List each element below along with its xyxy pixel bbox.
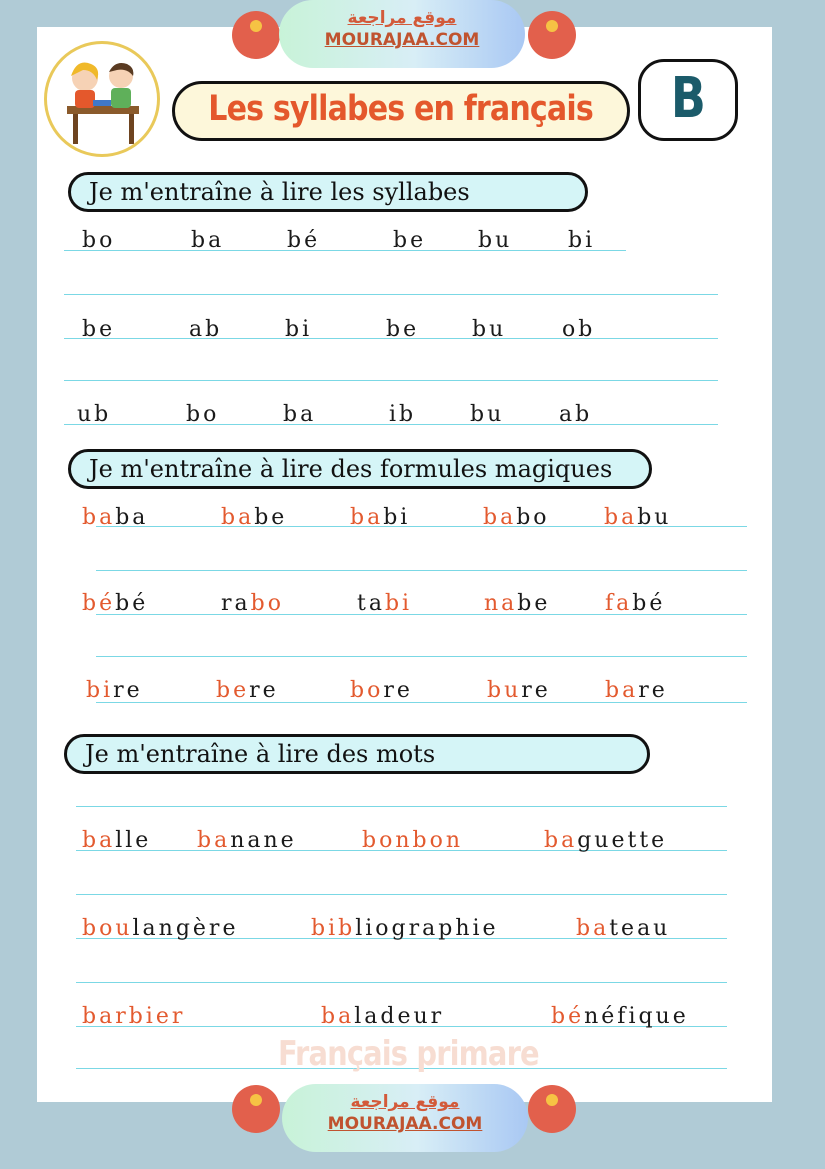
kids-reading-illustration <box>44 41 160 157</box>
syllable: bo <box>82 228 116 253</box>
formula-word: babi <box>350 505 411 530</box>
ruled-line <box>64 380 718 381</box>
ruled-line <box>76 806 727 807</box>
syllable: bu <box>478 228 513 253</box>
ruled-line <box>76 982 727 983</box>
mourajaa-logo-icon <box>232 1085 280 1133</box>
word: boulangère <box>82 916 239 941</box>
formula-word: bore <box>350 678 413 703</box>
mourajaa-logo-icon <box>528 11 576 59</box>
section-header-syllables <box>68 172 588 212</box>
ruled-line <box>96 656 747 657</box>
formula-word: baba <box>82 505 149 530</box>
mourajaa-logo-icon <box>232 11 280 59</box>
formula-word: fabé <box>605 591 666 616</box>
formula-word: bébé <box>82 591 149 616</box>
word: baguette <box>544 828 668 853</box>
formula-word: babe <box>221 505 288 530</box>
word: baladeur <box>321 1004 445 1029</box>
syllable: bi <box>285 317 313 342</box>
syllable: be <box>393 228 427 253</box>
syllable: bé <box>287 228 321 253</box>
syllable: ab <box>189 317 223 342</box>
word: bateau <box>576 916 671 941</box>
syllable: ob <box>562 317 596 342</box>
formula-word: babo <box>483 505 550 530</box>
watermark-arabic: موقع مراجعة <box>347 8 457 28</box>
word: balle <box>82 828 152 853</box>
word: banane <box>197 828 297 853</box>
syllable: ib <box>389 402 417 427</box>
page-title: Les syllabes en français <box>208 89 594 129</box>
word: barbier <box>82 1004 186 1029</box>
section-title: Je m'entraîne à lire des mots <box>85 740 436 768</box>
formula-word: bare <box>605 678 668 703</box>
watermark-badge <box>279 0 525 68</box>
watermark-arabic: موقع مراجعة <box>350 1092 460 1112</box>
word: bibliographie <box>311 916 499 941</box>
formula-word: rabo <box>221 591 284 616</box>
ruled-line <box>64 294 718 295</box>
word: bénéfique <box>551 1004 689 1029</box>
formula-word: tabi <box>357 591 413 616</box>
syllable: ab <box>559 402 593 427</box>
level-badge <box>638 59 738 141</box>
syllable: bu <box>472 317 507 342</box>
word: bonbon <box>362 828 463 853</box>
ruled-line <box>96 570 747 571</box>
formula-word: nabe <box>484 591 551 616</box>
watermark-site: MOURAJAA.COM <box>324 30 480 50</box>
syllable: bo <box>186 402 220 427</box>
watermark-badge <box>282 1084 528 1152</box>
syllable: be <box>82 317 116 342</box>
mourajaa-logo-icon <box>528 1085 576 1133</box>
watermark-site: MOURAJAA.COM <box>327 1114 483 1134</box>
section-header-words <box>64 734 650 774</box>
page-title-banner <box>172 81 630 141</box>
formula-word: bure <box>487 678 551 703</box>
section-header-formulas <box>68 449 652 489</box>
syllable: bu <box>470 402 505 427</box>
level-letter: B <box>670 66 706 131</box>
formula-word: bere <box>216 678 279 703</box>
syllable: ub <box>77 402 112 427</box>
ruled-line <box>64 250 626 251</box>
syllable: ba <box>283 402 317 427</box>
syllable: be <box>386 317 420 342</box>
ruled-line <box>76 894 727 895</box>
section-title: Je m'entraîne à lire les syllabes <box>89 178 470 206</box>
formula-word: bire <box>86 678 143 703</box>
footer-watermark: Français primare <box>278 1034 539 1074</box>
formula-word: babu <box>604 505 672 530</box>
section-title: Je m'entraîne à lire des formules magiques <box>89 455 613 483</box>
syllable: bi <box>568 228 596 253</box>
syllable: ba <box>191 228 225 253</box>
